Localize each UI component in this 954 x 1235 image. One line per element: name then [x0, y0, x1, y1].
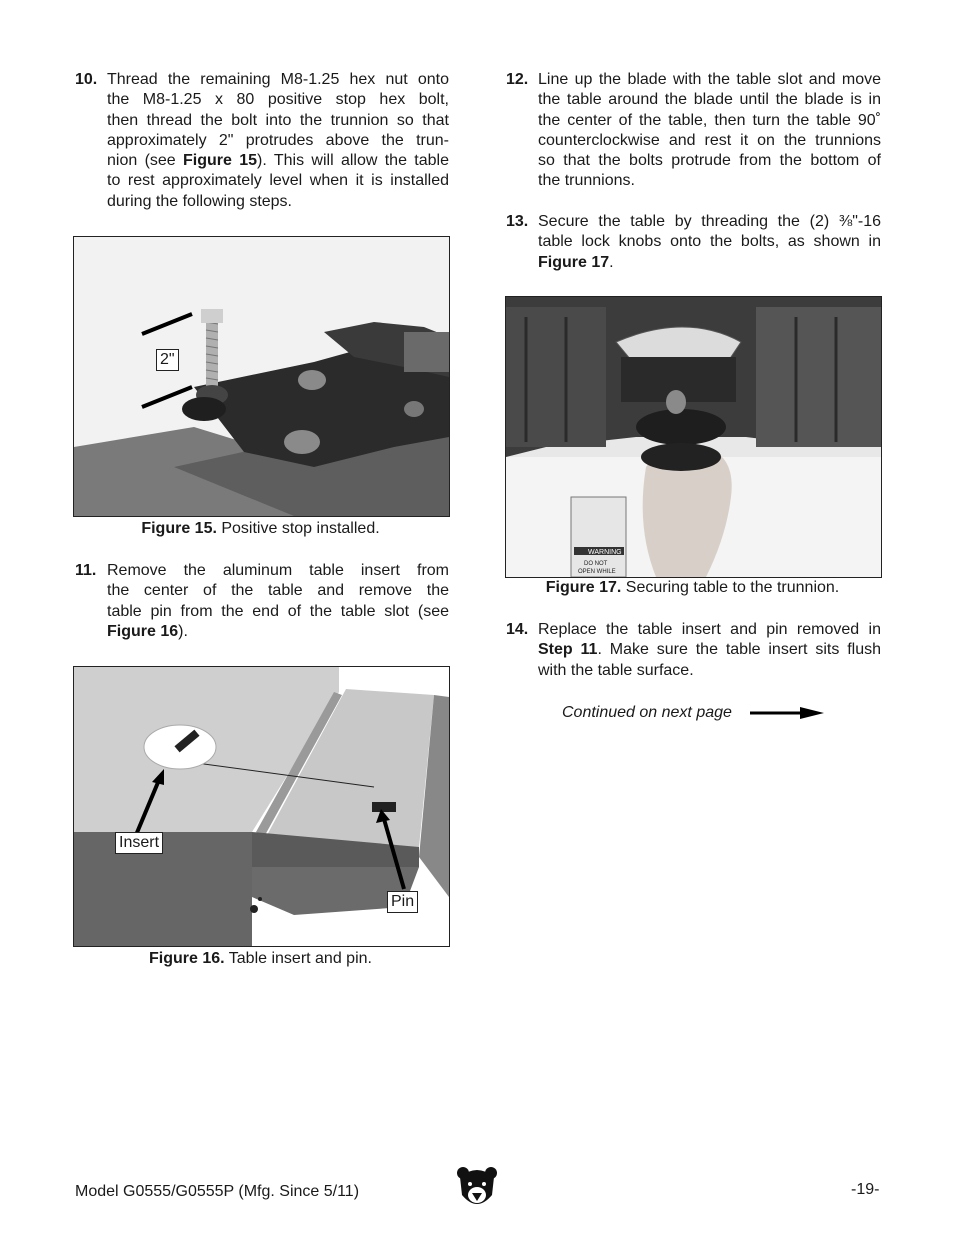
- text-line: approximately 2" protrudes above the trun-: [107, 131, 449, 149]
- text-line: counterclockwise and rest it on the trunnions: [538, 131, 881, 149]
- decal-warning: WARNING: [588, 549, 622, 556]
- text-line: table lock knobs onto the bolts, as shown in: [538, 233, 881, 251]
- text-line: the center of the table and remove the: [107, 582, 449, 600]
- text-line: the table around the blade until the blade is in: [538, 91, 881, 109]
- text-line: Figure 17.: [538, 253, 614, 271]
- trunnion-photo: [506, 297, 881, 577]
- text-line: Replace the table insert and pin removed in: [538, 621, 881, 638]
- text-line: so that the bolts protrude from the bottom of: [538, 152, 881, 170]
- step-text: [538, 70, 881, 192]
- text-line: during the following steps.: [107, 192, 292, 210]
- figure-17-caption: Figure 17. Securing table to the trunnion.: [545, 579, 840, 596]
- text-line: the trunnions.: [538, 172, 635, 190]
- footer-model: Model G0555/G0555P (Mfg. Since 5/11): [75, 1183, 360, 1200]
- decal-text-1: DO NOT: [584, 561, 608, 567]
- page-number: -19-: [851, 1181, 880, 1198]
- text-line: Figure 16).: [107, 622, 188, 640]
- callout-pin: Pin: [387, 891, 418, 913]
- positive-stop-photo: [74, 237, 449, 516]
- step-text: [107, 70, 449, 212]
- continued-arrow-icon: [750, 705, 824, 721]
- figure-17-photo: [505, 296, 882, 578]
- figure-15-photo: [73, 236, 450, 517]
- step-number: 10.: [75, 71, 98, 88]
- text-line: nion (see Figure 15). This will allow the table: [107, 152, 449, 170]
- text-line: Line up the blade with the table slot and move: [538, 71, 881, 88]
- figure-16-caption: Figure 16. Table insert and pin.: [149, 950, 372, 967]
- figure-15-caption: Figure 15. Positive stop installed.: [141, 520, 380, 537]
- text-line: Step 11. Make sure the table insert sits flush: [538, 641, 882, 659]
- continued-label: Continued on next page: [562, 704, 732, 721]
- text-line: to rest approximately level when it is installed: [107, 172, 449, 190]
- step-number: 14.: [506, 621, 529, 638]
- step-text: [538, 212, 881, 273]
- text-line: the center of the table, then turn the table 90˚: [538, 111, 881, 129]
- step-number: 12.: [506, 71, 529, 88]
- decal-text-2: OPEN WHILE: [578, 569, 616, 575]
- step-number: 13.: [506, 213, 529, 230]
- text-line: Secure the table by threading the (2) ⅜"-16: [538, 213, 881, 230]
- text-line: then thread the bolt into the trunnion so that: [107, 111, 449, 129]
- callout-insert: Insert: [115, 832, 163, 854]
- text-line: the M8-1.25 x 80 positive stop hex bolt,: [107, 91, 449, 109]
- text-line: table pin from the end of the table slot (see: [107, 602, 449, 620]
- step-text: [538, 620, 881, 681]
- callout-2-inch: 2": [156, 349, 179, 371]
- text-line: Thread the remaining M8-1.25 hex nut onto: [107, 71, 449, 88]
- grizzly-bear-logo-icon: [456, 1165, 498, 1211]
- step-number: 11.: [75, 562, 97, 579]
- step-text: [107, 561, 449, 642]
- text-line: Remove the aluminum table insert from: [107, 562, 449, 579]
- figure-16-photo: [73, 666, 450, 947]
- text-line: with the table surface.: [538, 661, 694, 679]
